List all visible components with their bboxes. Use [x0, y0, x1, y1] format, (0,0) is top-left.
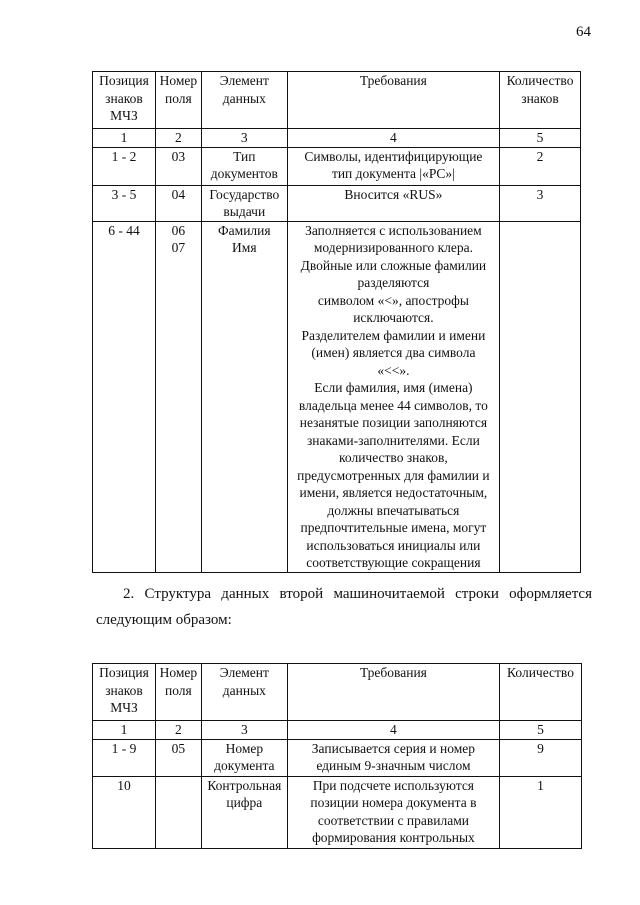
- header-field-number: Номер поля: [155, 664, 201, 721]
- column-number-row: [93, 721, 582, 740]
- paragraph-line-1: 2. Структура данных второй машиночитаемой строки оформляется: [123, 586, 592, 602]
- column-number: 4: [287, 129, 499, 148]
- header-field-number: Номер поля: [155, 72, 201, 129]
- header-position: Позиция знаков МЧЗ: [93, 664, 156, 721]
- table-header-row: [93, 664, 582, 721]
- page-number: 64: [576, 24, 591, 40]
- header-data-element: Элемент данных: [201, 72, 287, 129]
- cell-requirements: При подсчете используются позиции номера документа в соответствии с правилами формирования контрольных: [287, 776, 499, 848]
- cell-position: 3 - 5: [93, 185, 156, 221]
- cell-position: 6 - 44: [93, 221, 156, 572]
- header-requirements: Требования: [287, 72, 499, 129]
- cell-field: 04: [155, 185, 201, 221]
- table-row: [93, 147, 581, 185]
- table-row: [93, 221, 581, 572]
- cell-field: 03: [155, 147, 201, 185]
- cell-element: Тип документов: [201, 147, 287, 185]
- header-requirements: Требования: [287, 664, 499, 721]
- mrz-line1-table: [92, 71, 581, 573]
- cell-element: Номер документа: [201, 739, 287, 776]
- cell-requirements: Вносится «RUS»: [287, 185, 499, 221]
- cell-field: 05: [155, 739, 201, 776]
- column-number: 3: [201, 721, 287, 740]
- column-number: 2: [155, 721, 201, 740]
- cell-field: 06 07: [155, 221, 201, 572]
- cell-element: Контрольная цифра: [201, 776, 287, 848]
- column-number: 2: [155, 129, 201, 148]
- cell-requirements: Символы, идентифицирующие тип документа |«PC»|: [287, 147, 499, 185]
- cell-count: [500, 221, 581, 572]
- cell-requirements: Заполняется с использованием модернизированного клера. Двойные или сложные фамилии разделяются символом «<», апострофы исключаются. Разделителем фамилии и имени (имен) является два символа «<<». Если фамилия, имя (имена) владельца менее 44 символов, то незанятые позиции заполняются знаками-заполнителями. Если количество знаков, предусмотренных для фамилии и имени, является недостаточным, должны впечатываться предпочтительные имена, могут использоваться инициалы или соответствующие сокращения: [287, 221, 499, 572]
- table-row: [93, 776, 582, 848]
- column-number-row: [93, 129, 581, 148]
- header-char-count: Количество: [500, 664, 582, 721]
- cell-field: [155, 776, 201, 848]
- header-data-element: Элемент данных: [201, 664, 287, 721]
- cell-count: 1: [500, 776, 582, 848]
- table-row: [93, 739, 582, 776]
- cell-count: 9: [500, 739, 582, 776]
- cell-position: 1 - 2: [93, 147, 156, 185]
- table-row: [93, 185, 581, 221]
- column-number: 1: [93, 129, 156, 148]
- header-char-count: Количество знаков: [500, 72, 581, 129]
- header-position: Позиция знаков МЧЗ: [93, 72, 156, 129]
- cell-position: 1 - 9: [93, 739, 156, 776]
- cell-count: 2: [500, 147, 581, 185]
- column-number: 3: [201, 129, 287, 148]
- cell-requirements: Записывается серия и номер единым 9-значным числом: [287, 739, 499, 776]
- column-number: 5: [500, 129, 581, 148]
- mrz-line2-table: [92, 663, 582, 849]
- column-number: 4: [287, 721, 499, 740]
- cell-element: Государство выдачи: [201, 185, 287, 221]
- column-number: 1: [93, 721, 156, 740]
- table-header-row: [93, 72, 581, 129]
- cell-count: 3: [500, 185, 581, 221]
- cell-position: 10: [93, 776, 156, 848]
- paragraph-line-2: следующим образом:: [96, 612, 232, 628]
- column-number: 5: [500, 721, 582, 740]
- cell-element: Фамилия Имя: [201, 221, 287, 572]
